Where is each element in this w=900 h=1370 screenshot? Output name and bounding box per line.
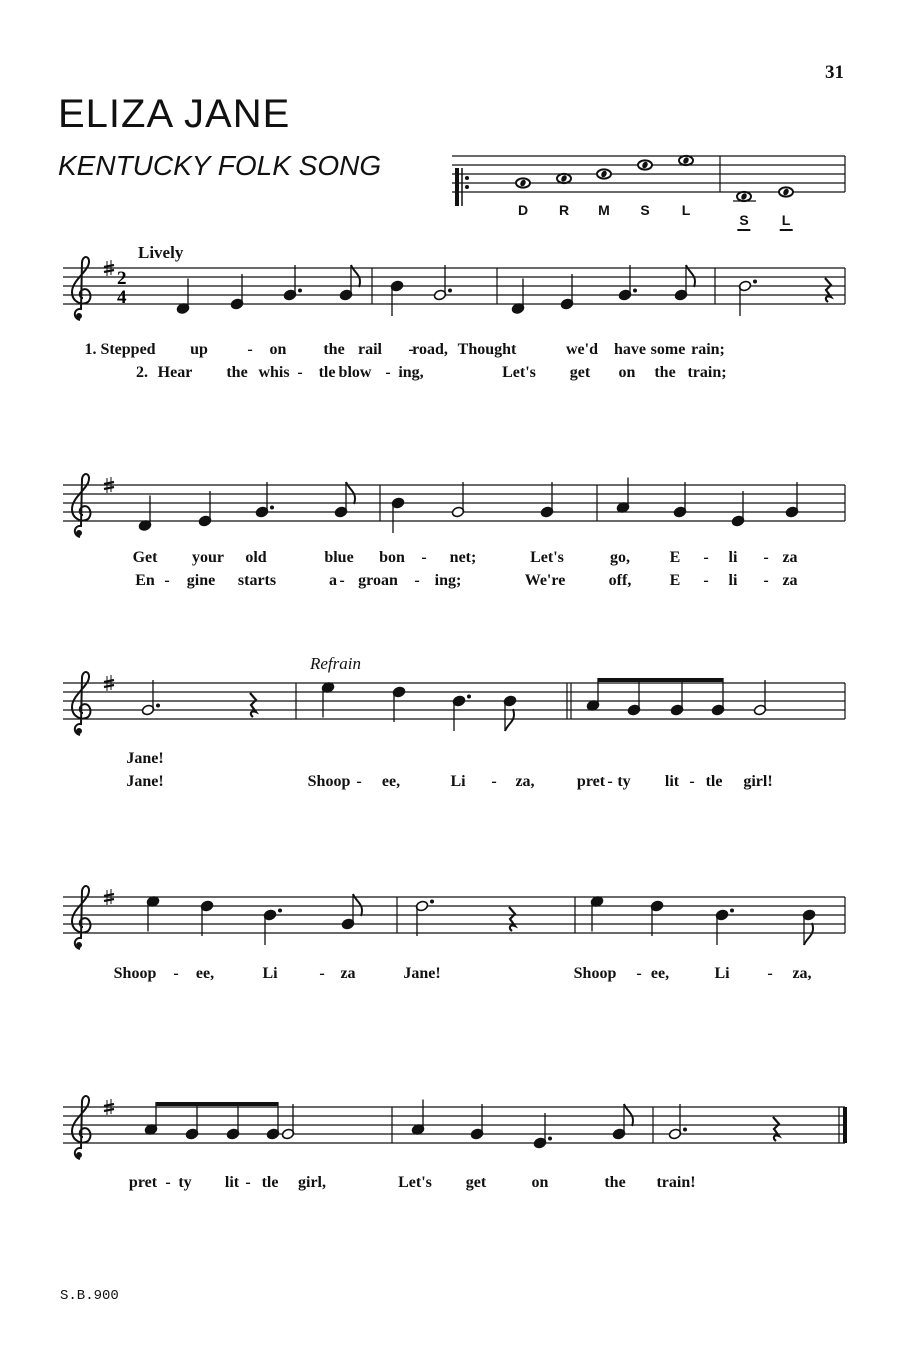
lyric-syllable: net; <box>449 549 477 566</box>
lyric-syllable: Shoop <box>307 773 351 790</box>
lyric-syllable: Get <box>132 549 158 566</box>
beam <box>598 678 723 682</box>
lyric-syllable: Jane! <box>403 965 441 982</box>
note <box>390 280 403 316</box>
lyric-syllable: girl, <box>298 1174 326 1191</box>
lyric-syllable: Let's <box>502 364 536 381</box>
lyric-syllable: - <box>703 549 709 566</box>
lyric-syllable: the <box>323 341 345 358</box>
lyric-syllable: blow <box>338 364 372 381</box>
quarter-rest-icon <box>825 278 831 302</box>
note <box>616 478 629 514</box>
note <box>263 909 282 946</box>
lyric-syllable: Let's <box>398 1174 432 1191</box>
augmentation-dot <box>278 909 282 913</box>
lyric-syllable: ing; <box>434 572 462 589</box>
note <box>711 678 724 716</box>
page-number: 31 <box>825 62 844 83</box>
tempo-marking: Lively <box>138 243 184 262</box>
augmentation-dot <box>430 900 434 904</box>
augmentation-dot <box>683 1128 687 1132</box>
note <box>731 491 744 527</box>
lyric-syllable: we'd <box>566 341 598 358</box>
treble-clef-icon <box>72 672 90 735</box>
note <box>715 909 734 946</box>
lyric-syllable: blue <box>324 549 354 566</box>
lyric-syllable: li <box>728 549 738 566</box>
augmentation-dot <box>156 704 160 708</box>
note <box>281 1104 294 1140</box>
eighth-flag <box>505 709 514 731</box>
augmentation-dot <box>730 909 734 913</box>
footer-code: S.B.900 <box>60 1288 119 1304</box>
lyric-syllable: - <box>165 1174 171 1191</box>
lyric-syllable: - <box>607 773 613 790</box>
lyric-syllable: - <box>319 965 325 982</box>
lyric-syllable: E <box>669 572 681 589</box>
lyric-syllable: - <box>297 364 303 381</box>
note <box>452 695 471 732</box>
lyric-syllable: ty <box>178 1174 192 1191</box>
song-title: ELIZA JANE <box>58 92 291 136</box>
lyric-syllable: a <box>329 572 337 589</box>
lyric-syllable: za <box>782 549 798 566</box>
lyric-syllable: Let's <box>530 549 564 566</box>
augmentation-dot <box>633 289 637 293</box>
lyric-syllable: We're <box>524 572 566 589</box>
lyric-syllable: En <box>135 572 155 589</box>
note <box>802 909 815 945</box>
note <box>146 896 159 932</box>
augmentation-dot <box>298 289 302 293</box>
tone-label: R <box>558 202 570 218</box>
note <box>391 497 404 533</box>
note <box>451 482 464 518</box>
lyric-syllable: ing, <box>398 364 424 381</box>
lyric-syllable: tle <box>261 1174 279 1191</box>
lyric-syllable: - <box>421 549 427 566</box>
lyric-syllable: your <box>192 549 224 566</box>
lyric-syllable: - <box>491 773 497 790</box>
lyric-syllable: - <box>339 572 345 589</box>
lyric-syllable: Li <box>450 773 466 790</box>
lyric-syllable: some <box>650 341 686 358</box>
lyric-syllable: Li <box>262 965 278 982</box>
treble-clef-icon <box>72 886 90 949</box>
lyric-syllable: rain; <box>691 341 725 358</box>
note <box>138 496 151 532</box>
lyric-syllable: - <box>414 572 420 589</box>
beam <box>156 1102 278 1106</box>
lyric-syllable: whis <box>258 364 290 381</box>
lyric-syllable: Li <box>714 965 730 982</box>
lyric-syllable: - <box>164 572 170 589</box>
treble-clef-icon <box>72 257 90 320</box>
note <box>470 1104 483 1140</box>
augmentation-dot <box>548 1137 552 1141</box>
note <box>673 482 686 518</box>
lyric-syllable: Shoop <box>113 965 157 982</box>
note <box>670 678 683 716</box>
lyric-syllable: - <box>767 965 773 982</box>
tone-set-clef <box>465 185 469 189</box>
lyric-syllable: starts <box>237 572 277 589</box>
time-signature-top: 2 <box>117 268 127 289</box>
lyric-syllable: - <box>763 549 769 566</box>
lyric-syllable: - <box>385 364 391 381</box>
eighth-flag <box>804 923 813 945</box>
augmentation-dot <box>467 695 471 699</box>
time-signature-bottom: 4 <box>117 287 127 308</box>
lyric-syllable: gine <box>186 572 216 589</box>
tone-label: D <box>517 202 529 218</box>
lyric-syllable: groan <box>358 572 398 589</box>
note <box>266 1102 279 1140</box>
lyric-syllable: get <box>569 364 591 381</box>
note <box>198 491 211 527</box>
tone-set-clef <box>455 168 459 206</box>
note <box>785 482 798 518</box>
note <box>503 695 516 731</box>
lyric-syllable: go, <box>610 549 630 566</box>
lyric-syllable: - <box>247 341 253 358</box>
lyric-syllable: za <box>340 965 356 982</box>
note <box>321 682 334 718</box>
lyric-syllable: have <box>614 341 646 358</box>
quarter-rest-icon <box>509 907 515 931</box>
note <box>230 274 243 310</box>
note <box>226 1102 239 1140</box>
lyric-syllable: - <box>689 773 695 790</box>
lyric-syllable: rail <box>358 341 382 358</box>
lyric-syllable: tle <box>318 364 336 381</box>
note <box>392 686 405 722</box>
lyric-syllable: ty <box>617 773 631 790</box>
lyric-syllable: lit <box>224 1174 240 1191</box>
lyric-syllable: Thought <box>457 341 517 358</box>
lyric-syllable: - <box>408 341 414 358</box>
lyric-syllable: on <box>269 341 287 358</box>
lyric-syllable: za, <box>792 965 812 982</box>
lyric-syllable: 1. Stepped <box>84 341 156 358</box>
lyric-syllable: ee, <box>650 965 670 982</box>
lyric-syllable: Jane! <box>126 750 164 767</box>
lyric-syllable: the <box>654 364 676 381</box>
lyric-syllable: train; <box>687 364 727 381</box>
treble-clef-icon <box>72 1096 90 1159</box>
lyric-syllable: up <box>190 341 208 358</box>
augmentation-dot <box>270 506 274 510</box>
lyric-syllable: - <box>636 965 642 982</box>
note <box>511 279 524 315</box>
tone-set-clef <box>465 176 469 180</box>
lyric-syllable: - <box>763 572 769 589</box>
lyric-syllable: za <box>782 572 798 589</box>
refrain-label: Refrain <box>310 654 361 673</box>
tone-label: L <box>780 212 793 231</box>
lyric-syllable: ee, <box>195 965 215 982</box>
note <box>650 900 663 936</box>
note <box>200 900 213 936</box>
lyric-syllable: pret <box>576 773 606 790</box>
lyric-syllable: Hear <box>157 364 193 381</box>
lyric-syllable: old <box>245 549 267 566</box>
lyric-syllable: the <box>226 364 248 381</box>
lyric-syllable: Shoop <box>573 965 617 982</box>
lyric-syllable: road, <box>412 341 448 358</box>
lyric-syllable: bon <box>379 549 405 566</box>
lyric-syllable: the <box>604 1174 626 1191</box>
lyric-syllable: lit <box>664 773 680 790</box>
augmentation-dot <box>448 289 452 293</box>
song-subtitle: KENTUCKY FOLK SONG <box>58 150 382 181</box>
treble-clef-icon <box>72 474 90 537</box>
lyric-syllable: pret <box>128 1174 158 1191</box>
note <box>738 280 757 317</box>
lyric-syllable: Jane! <box>126 773 164 790</box>
lyric-syllable: train! <box>656 1174 696 1191</box>
note <box>176 279 189 315</box>
tone-label: M <box>598 202 610 218</box>
lyric-syllable: ee, <box>381 773 401 790</box>
note <box>415 900 434 937</box>
lyric-syllable: E <box>669 549 681 566</box>
lyric-syllable: off, <box>608 572 632 589</box>
lyric-syllable: - <box>356 773 362 790</box>
tone-label: L <box>681 202 691 218</box>
quarter-rest-icon <box>250 693 256 717</box>
tone-label: S <box>640 202 650 218</box>
lyric-syllable: 2. <box>136 364 148 381</box>
quarter-rest-icon <box>773 1117 779 1141</box>
lyric-syllable: on <box>618 364 636 381</box>
tone-label: S <box>737 212 750 231</box>
final-barline <box>843 1107 847 1143</box>
lyric-syllable: - <box>173 965 179 982</box>
lyric-syllable: tle <box>705 773 723 790</box>
lyric-syllable: za, <box>515 773 535 790</box>
lyric-syllable: li <box>728 572 738 589</box>
augmentation-dot <box>753 280 757 284</box>
note <box>185 1102 198 1140</box>
note <box>411 1100 424 1136</box>
lyric-syllable: get <box>465 1174 487 1191</box>
note <box>627 678 640 716</box>
note <box>560 274 573 310</box>
lyric-syllable: - <box>245 1174 251 1191</box>
note <box>540 482 553 518</box>
lyric-syllable: girl! <box>743 773 773 790</box>
note <box>753 680 766 716</box>
note <box>590 896 603 932</box>
lyric-syllable: on <box>531 1174 549 1191</box>
lyric-syllable: - <box>703 572 709 589</box>
